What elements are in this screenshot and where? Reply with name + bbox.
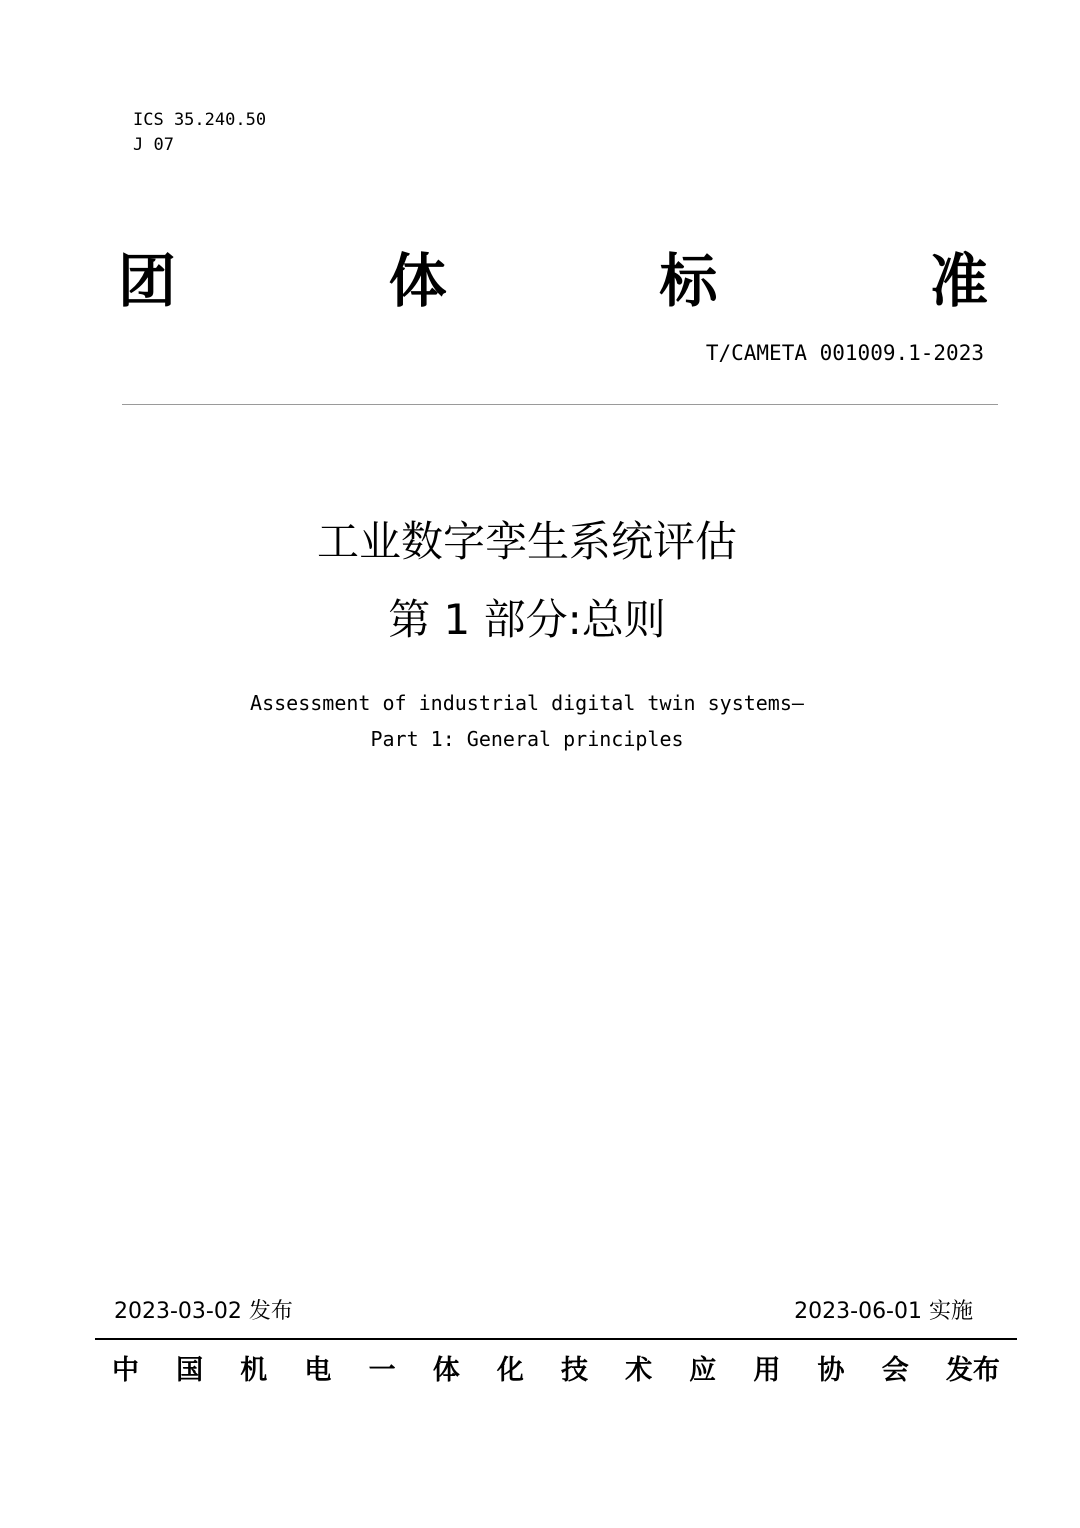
standard-type-char: 团: [118, 247, 177, 315]
title-cn-line1: 工业数字孪生系统评估: [316, 517, 737, 566]
publisher-char: 机: [240, 1355, 268, 1386]
publisher-char: 化: [496, 1355, 524, 1386]
publisher-char: 技: [560, 1355, 588, 1386]
publisher-char: 应: [689, 1355, 717, 1386]
classification-block: [133, 108, 266, 158]
publisher-suffix: 发布: [945, 1355, 1000, 1386]
standard-number: T/CAMETA 001009.1-2023: [705, 341, 984, 365]
standard-type-char: 体: [388, 247, 447, 315]
header-divider: [122, 404, 998, 405]
publisher-line: [112, 1350, 1000, 1392]
issue-date: 2023-03-02 发布: [114, 1299, 293, 1324]
publisher-char: 国: [176, 1355, 204, 1386]
standard-type-char: 标: [659, 247, 718, 315]
publisher-char: 用: [753, 1355, 781, 1386]
title-cn-line2: 第 1 部分:总则: [388, 595, 666, 644]
standard-type-char: 准: [929, 247, 988, 315]
publisher-char: 术: [625, 1355, 653, 1386]
publisher-char: 一: [368, 1355, 396, 1386]
implementation-date: 2023-06-01 实施: [794, 1299, 973, 1324]
publisher-char: 协: [817, 1355, 845, 1386]
standard-type-heading: [118, 246, 988, 316]
title-en-line2: Part 1: General principles: [370, 727, 684, 751]
title-en-line1: Assessment of industrial digital twin systems—: [250, 691, 804, 715]
publisher-char: 电: [304, 1355, 332, 1386]
footer-divider: [95, 1338, 1017, 1340]
ics-code: ICS 35.240.50: [133, 110, 267, 130]
publisher-char: 中: [112, 1355, 139, 1386]
ccs-code: J 07: [133, 135, 174, 155]
publisher-char: 会: [881, 1355, 909, 1386]
publisher-char: 体: [432, 1355, 460, 1386]
